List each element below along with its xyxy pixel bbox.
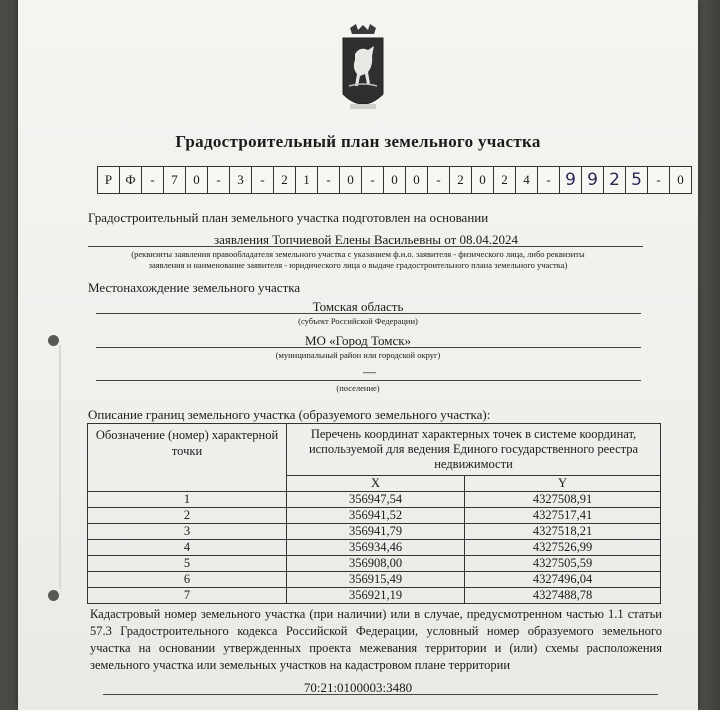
y-coordinate-cell: 4327508,91: [465, 492, 661, 508]
reg-number-cell: 2: [493, 166, 516, 194]
subject-note: (субъект Российской Федерации): [298, 316, 418, 326]
reg-number-cell: 0: [471, 166, 494, 194]
subject-value: Томская область: [312, 299, 404, 314]
basis-note: (реквизиты заявления правообладателя земельного участка с указанием ф.и.о. заявителя - физического лица, либо реквизиты: [131, 249, 585, 259]
document-page: [18, 0, 698, 710]
x-coordinate-cell: 356908,00: [287, 556, 465, 572]
location-label: Местонахождение земельного участка: [88, 280, 301, 295]
basis-note: заявления и наименование заявителя - юридического лица о выдаче градостроительного плана земельного участка): [148, 260, 568, 270]
table-row: [88, 508, 661, 524]
table-row: [88, 572, 661, 588]
x-coordinate-cell: 356941,79: [287, 524, 465, 540]
point-number-cell: 3: [88, 524, 287, 540]
divider: [96, 347, 641, 348]
table-row: [88, 588, 661, 604]
municipality-note: (муниципальный район или городской округ): [275, 350, 441, 360]
reg-number-cell: 2: [603, 166, 626, 194]
point-number-cell: 1: [88, 492, 287, 508]
boundaries-label: Описание границ земельного участка (образуемого земельного участка):: [88, 407, 491, 422]
registration-number: [98, 166, 692, 192]
coordinates-table: [87, 423, 661, 604]
x-coordinate-cell: 356934,46: [287, 540, 465, 556]
table-row: [88, 524, 661, 540]
page-title: Градостроительный план земельного участка: [175, 132, 541, 151]
binding-hole: [48, 590, 59, 601]
reg-number-cell: 2: [449, 166, 472, 194]
reg-number-cell: -: [427, 166, 450, 194]
divider: [103, 694, 658, 695]
table-row: [88, 492, 661, 508]
city-coat-of-arms-icon: [340, 24, 386, 114]
reg-number-cell: Р: [97, 166, 120, 194]
settlement-note: (поселение): [336, 383, 380, 393]
reg-number-cell: 5: [625, 166, 648, 194]
settlement-value: —: [363, 364, 376, 379]
point-number-cell: 7: [88, 588, 287, 604]
reg-number-cell: -: [361, 166, 384, 194]
x-coordinate-cell: 356915,49: [287, 572, 465, 588]
reg-number-cell: 4: [515, 166, 538, 194]
reg-number-cell: 7: [163, 166, 186, 194]
point-number-cell: 5: [88, 556, 287, 572]
basis-label: Градостроительный план земельного участка подготовлен на основании: [88, 210, 489, 225]
reg-number-cell: 3: [229, 166, 252, 194]
divider: [96, 380, 641, 381]
reg-number-cell: -: [647, 166, 670, 194]
divider: [88, 246, 643, 247]
reg-number-cell: 0: [383, 166, 406, 194]
col-header-point: Обозначение (номер) характерной точки: [88, 424, 287, 492]
reg-number-cell: 1: [295, 166, 318, 194]
y-coordinate-cell: 4327496,04: [465, 572, 661, 588]
reg-number-cell: -: [317, 166, 340, 194]
reg-number-cell: Ф: [119, 166, 142, 194]
table-row: [88, 556, 661, 572]
col-header-y: Y: [465, 476, 661, 492]
reg-number-cell: -: [207, 166, 230, 194]
cadastral-description: Кадастровый номер земельного участка (при наличии) или в случае, предусмотренном частью 1.1 статьи 57.3 Градостроительного кодекса Российской Федерации, условный номер образуемого земельного участка на основании утвержденных проекта межевания территории и (или) схемы расположения земельного участка или земельных участков на кадастровом плане территории: [90, 607, 662, 672]
reg-number-cell: -: [141, 166, 164, 194]
reg-number-cell: -: [251, 166, 274, 194]
col-header-x: X: [287, 476, 465, 492]
divider: [96, 313, 641, 314]
point-number-cell: 4: [88, 540, 287, 556]
x-coordinate-cell: 356921,19: [287, 588, 465, 604]
y-coordinate-cell: 4327526,99: [465, 540, 661, 556]
reg-number-cell: 9: [559, 166, 582, 194]
cadastral-number: 70:21:0100003:3480: [303, 680, 413, 695]
binding-thread: [59, 345, 67, 590]
point-number-cell: 2: [88, 508, 287, 524]
col-header-coords: Перечень координат характерных точек в системе координат, используемой для ведения Единого государственного реестра недвижимости: [287, 424, 661, 476]
reg-number-cell: 2: [273, 166, 296, 194]
y-coordinate-cell: 4327518,21: [465, 524, 661, 540]
reg-number-cell: 0: [405, 166, 428, 194]
y-coordinate-cell: 4327488,78: [465, 588, 661, 604]
y-coordinate-cell: 4327517,41: [465, 508, 661, 524]
reg-number-cell: 0: [339, 166, 362, 194]
reg-number-cell: -: [537, 166, 560, 194]
basis-value: заявления Топчиевой Елены Васильевны от 08.04.2024: [214, 232, 519, 247]
table-row: [88, 540, 661, 556]
x-coordinate-cell: 356947,54: [287, 492, 465, 508]
reg-number-cell: 9: [581, 166, 604, 194]
x-coordinate-cell: 356941,52: [287, 508, 465, 524]
point-number-cell: 6: [88, 572, 287, 588]
y-coordinate-cell: 4327505,59: [465, 556, 661, 572]
reg-number-cell: 0: [185, 166, 208, 194]
municipality-value: МО «Город Томск»: [304, 333, 412, 348]
reg-number-cell: 0: [669, 166, 692, 194]
